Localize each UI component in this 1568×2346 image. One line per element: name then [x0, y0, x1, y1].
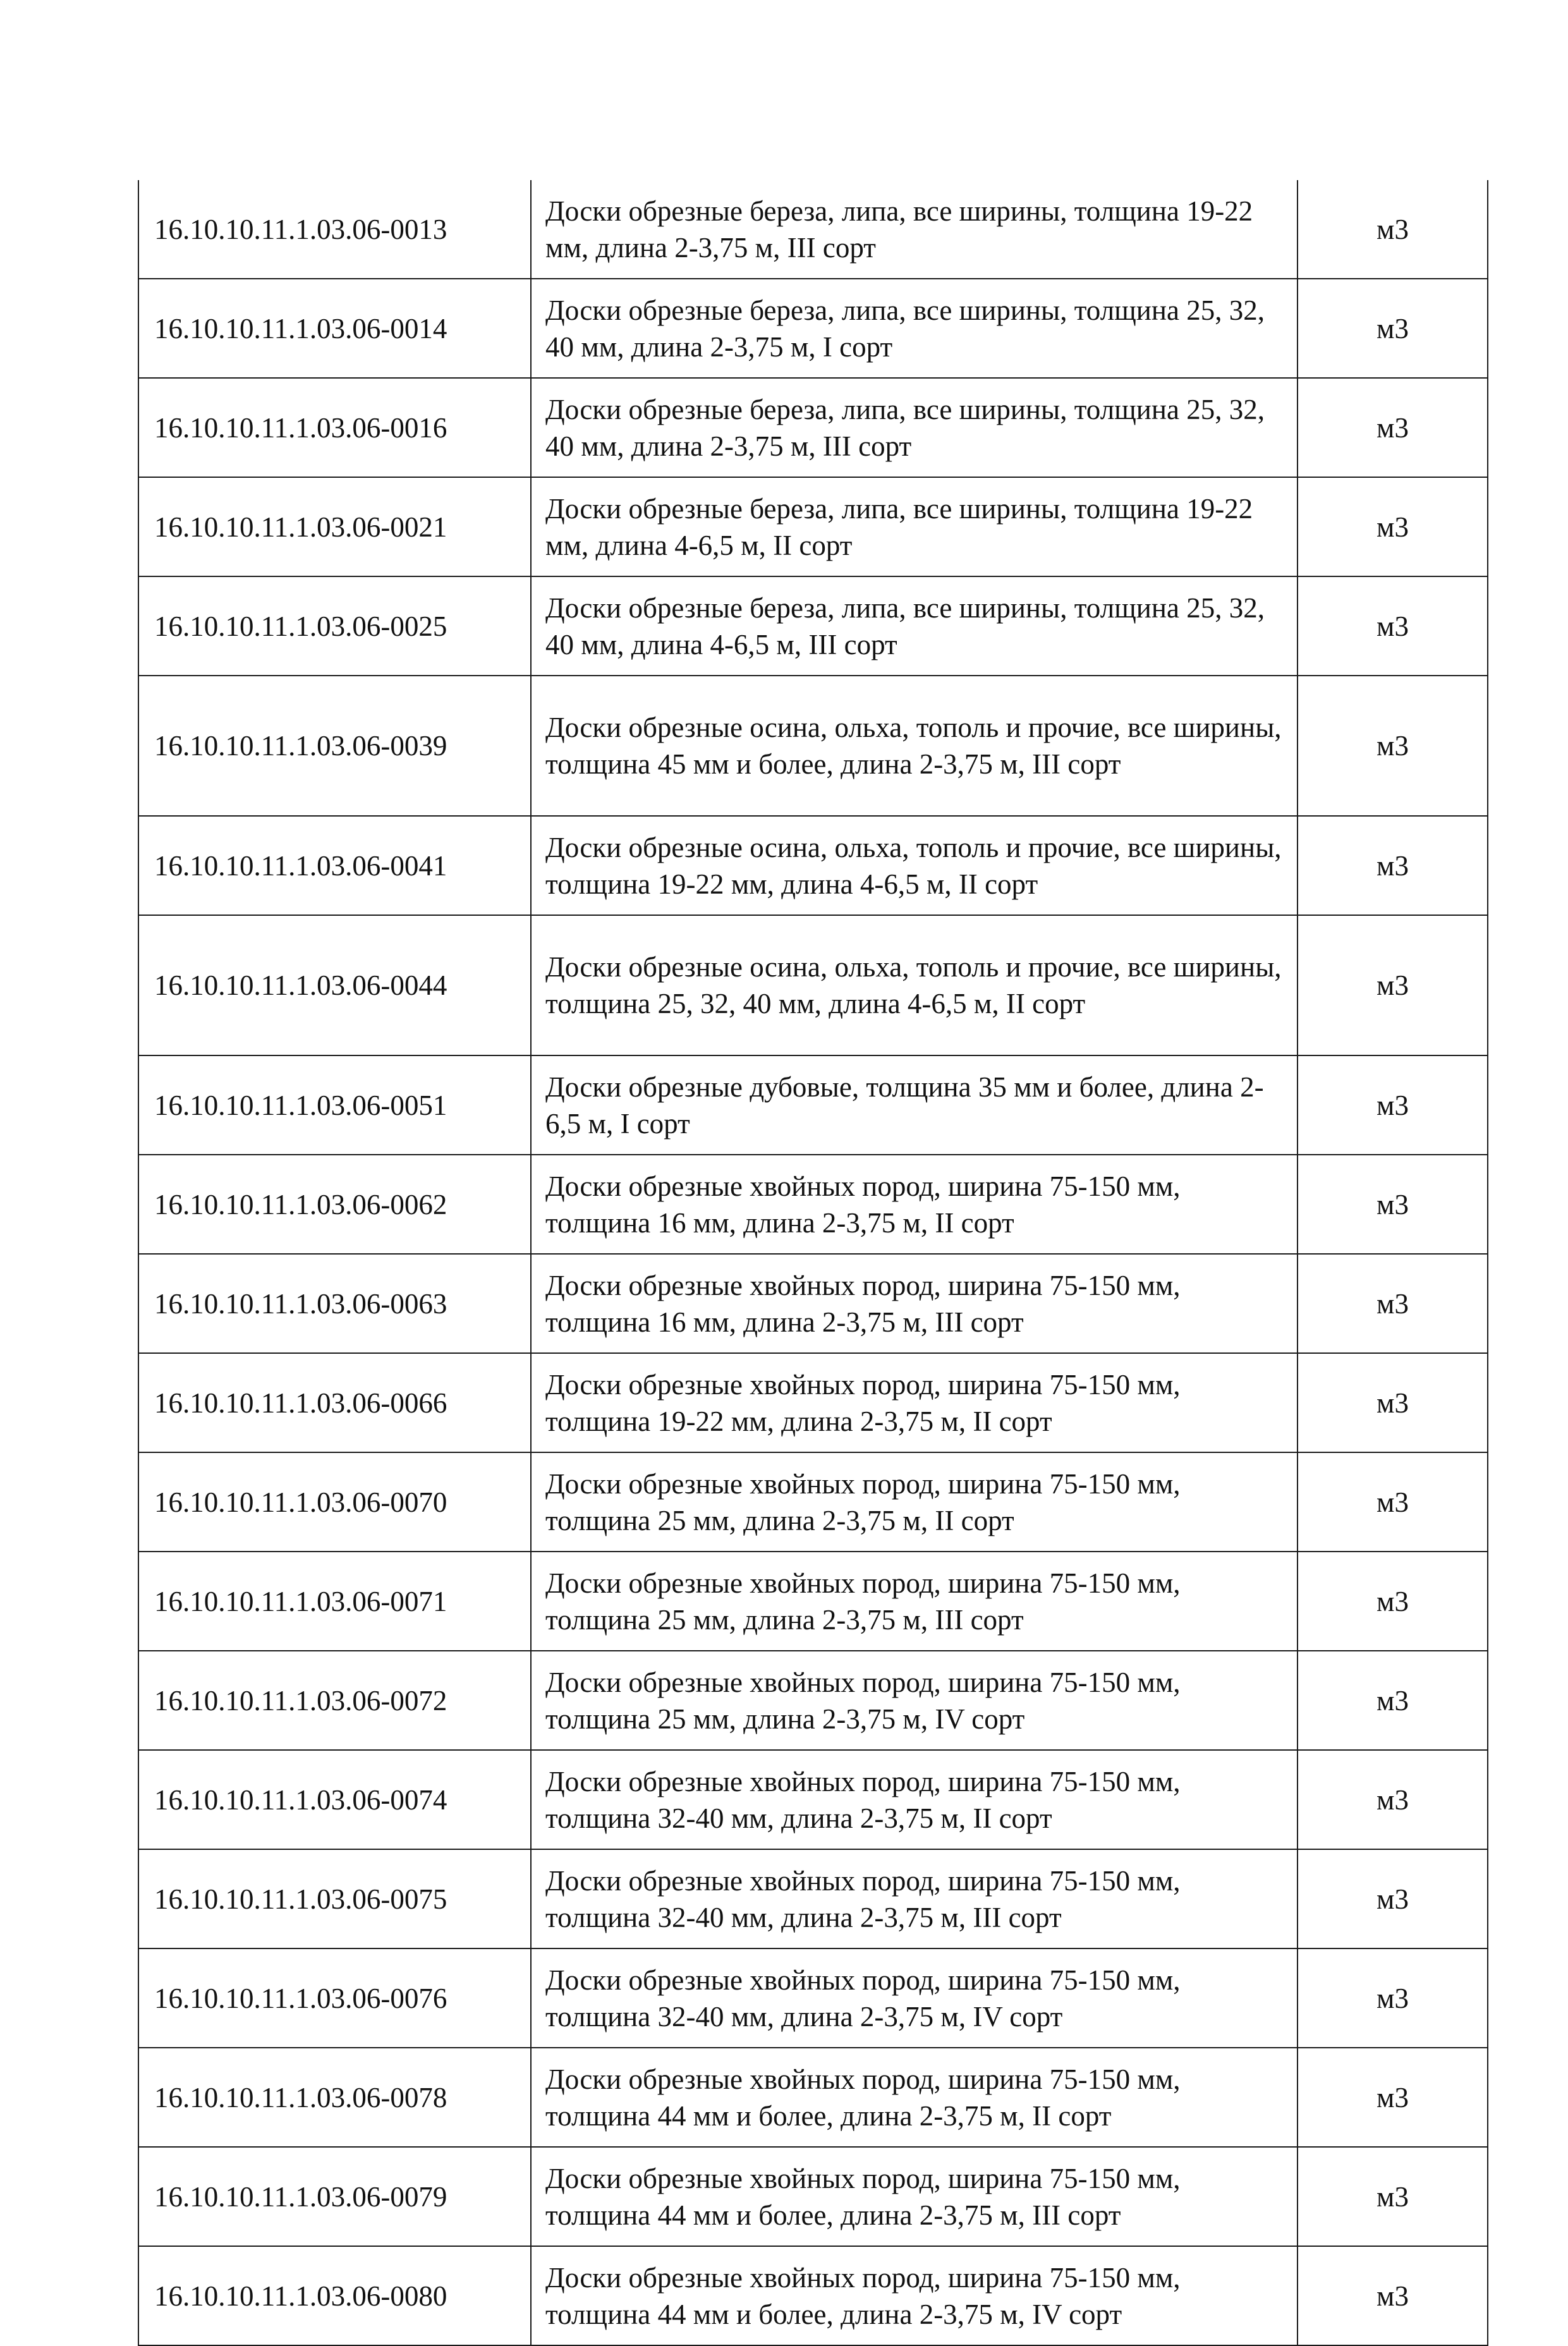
row-unit: м3 [1298, 279, 1488, 378]
row-code: 16.10.10.11.1.03.06-0079 [138, 2147, 531, 2246]
table-row [138, 1254, 1488, 1353]
row-description: Доски обрезные хвойных пород, ширина 75-150 мм, толщина 19-22 мм, длина 2-3,75 м, II сорт [531, 1353, 1298, 1452]
row-unit: м3 [1298, 915, 1488, 1055]
row-description: Доски обрезные хвойных пород, ширина 75-150 мм, толщина 32-40 мм, длина 2-3,75 м, III сорт [531, 1849, 1298, 1948]
row-description: Доски обрезные хвойных пород, ширина 75-150 мм, толщина 16 мм, длина 2-3,75 м, III сорт [531, 1254, 1298, 1353]
row-code: 16.10.10.11.1.03.06-0071 [138, 1552, 531, 1651]
row-unit: м3 [1298, 1254, 1488, 1353]
row-code: 16.10.10.11.1.03.06-0075 [138, 1849, 531, 1948]
row-unit: м3 [1298, 576, 1488, 676]
row-unit: м3 [1298, 1452, 1488, 1552]
row-code: 16.10.10.11.1.03.06-0070 [138, 1452, 531, 1552]
row-code: 16.10.10.11.1.03.06-0013 [138, 180, 531, 279]
row-unit: м3 [1298, 676, 1488, 816]
row-unit: м3 [1298, 1552, 1488, 1651]
table-row [138, 477, 1488, 576]
row-unit: м3 [1298, 816, 1488, 915]
table-row [138, 2048, 1488, 2147]
table-row [138, 279, 1488, 378]
row-code: 16.10.10.11.1.03.06-0080 [138, 2246, 531, 2345]
row-description: Доски обрезные хвойных пород, ширина 75-150 мм, толщина 44 мм и более, длина 2-3,75 м, III сорт [531, 2147, 1298, 2246]
table-row [138, 2147, 1488, 2246]
row-description: Доски обрезные осина, ольха, тополь и прочие, все ширины, толщина 19-22 мм, длина 4-6,5 м, II сорт [531, 816, 1298, 915]
row-code: 16.10.10.11.1.03.06-0021 [138, 477, 531, 576]
row-code: 16.10.10.11.1.03.06-0051 [138, 1055, 531, 1155]
table-row [138, 915, 1488, 1055]
row-unit: м3 [1298, 1948, 1488, 2048]
row-unit: м3 [1298, 1155, 1488, 1254]
row-unit: м3 [1298, 1651, 1488, 1750]
table-row [138, 676, 1488, 816]
row-unit: м3 [1298, 1750, 1488, 1849]
row-unit: м3 [1298, 378, 1488, 477]
row-unit: м3 [1298, 1353, 1488, 1452]
row-description: Доски обрезные хвойных пород, ширина 75-150 мм, толщина 25 мм, длина 2-3,75 м, III сорт [531, 1552, 1298, 1651]
table-row [138, 1552, 1488, 1651]
row-description: Доски обрезные береза, липа, все ширины, толщина 25, 32, 40 мм, длина 2-3,75 м, I сорт [531, 279, 1298, 378]
row-code: 16.10.10.11.1.03.06-0041 [138, 816, 531, 915]
table-row [138, 378, 1488, 477]
row-unit: м3 [1298, 2147, 1488, 2246]
table-row [138, 1750, 1488, 1849]
row-description: Доски обрезные береза, липа, все ширины, толщина 25, 32, 40 мм, длина 2-3,75 м, III сорт [531, 378, 1298, 477]
row-code: 16.10.10.11.1.03.06-0078 [138, 2048, 531, 2147]
table-row [138, 180, 1488, 279]
table-row [138, 1651, 1488, 1750]
row-description: Доски обрезные осина, ольха, тополь и прочие, все ширины, толщина 25, 32, 40 мм, длина 4-6,5 м, II сорт [531, 915, 1298, 1055]
row-code: 16.10.10.11.1.03.06-0044 [138, 915, 531, 1055]
row-description: Доски обрезные хвойных пород, ширина 75-150 мм, толщина 16 мм, длина 2-3,75 м, II сорт [531, 1155, 1298, 1254]
row-description: Доски обрезные хвойных пород, ширина 75-150 мм, толщина 25 мм, длина 2-3,75 м, II сорт [531, 1452, 1298, 1552]
row-description: Доски обрезные дубовые, толщина 35 мм и более, длина 2-6,5 м, I сорт [531, 1055, 1298, 1155]
row-code: 16.10.10.11.1.03.06-0063 [138, 1254, 531, 1353]
table-row [138, 816, 1488, 915]
table-row [138, 1948, 1488, 2048]
row-unit: м3 [1298, 180, 1488, 279]
row-description: Доски обрезные береза, липа, все ширины, толщина 19-22 мм, длина 2-3,75 м, III сорт [531, 180, 1298, 279]
row-code: 16.10.10.11.1.03.06-0076 [138, 1948, 531, 2048]
table-row [138, 576, 1488, 676]
row-code: 16.10.10.11.1.03.06-0072 [138, 1651, 531, 1750]
row-unit: м3 [1298, 477, 1488, 576]
table-row [138, 1452, 1488, 1552]
row-code: 16.10.10.11.1.03.06-0016 [138, 378, 531, 477]
row-description: Доски обрезные хвойных пород, ширина 75-150 мм, толщина 32-40 мм, длина 2-3,75 м, II сорт [531, 1750, 1298, 1849]
row-code: 16.10.10.11.1.03.06-0074 [138, 1750, 531, 1849]
row-unit: м3 [1298, 1055, 1488, 1155]
row-code: 16.10.10.11.1.03.06-0062 [138, 1155, 531, 1254]
row-code: 16.10.10.11.1.03.06-0066 [138, 1353, 531, 1452]
row-description: Доски обрезные хвойных пород, ширина 75-150 мм, толщина 44 мм и более, длина 2-3,75 м, IV сорт [531, 2246, 1298, 2345]
table-row [138, 1155, 1488, 1254]
table-row [138, 2246, 1488, 2345]
row-unit: м3 [1298, 1849, 1488, 1948]
row-code: 16.10.10.11.1.03.06-0014 [138, 279, 531, 378]
row-description: Доски обрезные хвойных пород, ширина 75-150 мм, толщина 25 мм, длина 2-3,75 м, IV сорт [531, 1651, 1298, 1750]
row-description: Доски обрезные береза, липа, все ширины, толщина 25, 32, 40 мм, длина 4-6,5 м, III сорт [531, 576, 1298, 676]
row-unit: м3 [1298, 2246, 1488, 2345]
row-description: Доски обрезные хвойных пород, ширина 75-150 мм, толщина 44 мм и более, длина 2-3,75 м, II сорт [531, 2048, 1298, 2147]
row-code: 16.10.10.11.1.03.06-0025 [138, 576, 531, 676]
row-description: Доски обрезные осина, ольха, тополь и прочие, все ширины, толщина 45 мм и более, длина 2-3,75 м, III сорт [531, 676, 1298, 816]
row-description: Доски обрезные береза, липа, все ширины, толщина 19-22 мм, длина 4-6,5 м, II сорт [531, 477, 1298, 576]
table-row [138, 1353, 1488, 1452]
row-code: 16.10.10.11.1.03.06-0039 [138, 676, 531, 816]
table-row [138, 1055, 1488, 1155]
materials-table [138, 180, 1488, 2346]
row-unit: м3 [1298, 2048, 1488, 2147]
row-description: Доски обрезные хвойных пород, ширина 75-150 мм, толщина 32-40 мм, длина 2-3,75 м, IV сорт [531, 1948, 1298, 2048]
table-row [138, 1849, 1488, 1948]
